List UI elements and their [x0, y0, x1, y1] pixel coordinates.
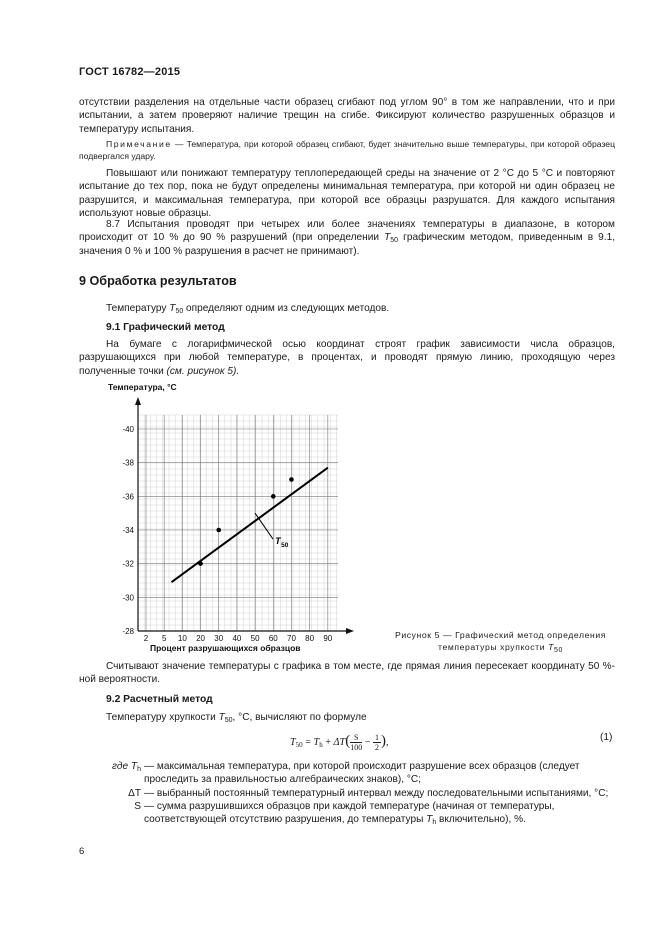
s9-intro-subscript: 50: [175, 308, 184, 315]
x-tick-label: 80: [305, 634, 315, 643]
formula-1: $T_{50} = T_h + \Delta T$( $\frac{S}{100}$ − $\frac{1}{2}$ ),: [290, 733, 389, 753]
definitions: [79, 760, 615, 826]
x-tick-label: 60: [268, 634, 278, 643]
y-tick-label: -30: [122, 593, 134, 603]
definition-s: [79, 800, 615, 827]
caption-symbol: T: [548, 642, 554, 652]
x-tick-label: 20: [196, 634, 205, 643]
s9-intro-symbol: T: [169, 303, 176, 314]
definition-text: — максимальная температура, при которой происходит разрушение всех образцов (следует проследить за правильностью алгебраических знаков), °C;: [144, 761, 580, 786]
p87-symbol: T: [384, 232, 391, 244]
section-9-intro: [79, 302, 615, 315]
x-tick-label: 10: [177, 634, 187, 643]
data-point: [198, 561, 203, 566]
y-tick-labels: [122, 425, 134, 636]
p87-text-a: 8.7 Испытания проводят при четырех или более значениях температуры в диапазоне, в котором происходит от 10 % до 90 % разрушений (при определении: [79, 219, 615, 244]
formula-th: T: [313, 737, 320, 748]
paragraph-8-7: [79, 218, 615, 258]
section-9-1-after-chart: Считывают значение температуры с графика в том месте, где прямая линия пересекает координату 50 %-ной вероятности.: [79, 661, 615, 686]
s92-text-a: Температуру хрупкости: [106, 712, 219, 723]
definition-term: ΔT: [128, 787, 141, 799]
def-subscript: h: [137, 766, 141, 773]
formula-number: (1): [600, 732, 613, 743]
caption-text: Рисунок 5 — Графический метод определения температуры хрупкости: [395, 630, 606, 652]
s91-text-a: На бумаге с логарифмической осью координат строят график зависимости числа образцов, разрушающихся при любой температуре, в процентах, и проводят прямую линию, проходящую через полученные точки: [79, 339, 615, 377]
where-word: где: [112, 761, 131, 772]
paragraph-temperature-steps: Повышают или понижают температуру теплопередающей среды на значение от 2 °C до 5 °C и повторяют испытание до тех пор, пока не будут определены минимальная температура, при которой ни один образец не разрушится, и максимальная температура, при которой все образцы разрушатся. Для каждого испытания используют новые образцы.: [79, 168, 615, 219]
x-tick-labels: [144, 634, 333, 643]
chart-grid: [138, 415, 338, 631]
definition-text: [144, 800, 615, 827]
x-tick-label: 90: [323, 634, 333, 643]
s92-subscript: 50: [224, 717, 233, 724]
x-tick-label: 30: [214, 634, 224, 643]
definition-delta-t: [79, 787, 615, 800]
x-tick-label: 70: [287, 634, 296, 643]
x-tick-label: 40: [232, 634, 242, 643]
half-den: 2: [375, 743, 380, 753]
note-text: — Температура, при которой образец сгибают, будет значительно выше температуры, при которой образец подвергался удару.: [79, 139, 615, 161]
def-symbol: T: [130, 761, 138, 772]
formula-end: ,: [386, 737, 389, 748]
paragraph-bend-test: отсутствии разделения на отдельные части образец сгибают под углом 90° в том же направлении, что и при испытании, а затем проверяют наличие трещин на сгибе. Фиксируют количество разрушенных образцов и температуру испытания.: [79, 97, 615, 135]
y-tick-label: -28: [122, 627, 134, 636]
def-s-text-b: включительно), %.: [436, 814, 526, 826]
data-point: [271, 494, 276, 499]
def-s-subscript: h: [432, 819, 437, 827]
data-point: [216, 528, 221, 533]
y-axis-arrow: [135, 397, 141, 405]
t50-label-sub: 50: [281, 542, 289, 550]
section-9-heading: 9 Обработка результатов: [79, 274, 237, 288]
s9-intro-b: определяют одним из следующих методов.: [183, 303, 390, 314]
y-tick-label: -40: [122, 425, 134, 434]
x-tick-label: 5: [161, 634, 167, 643]
s91-figure-ref: (см. рисунок 5).: [166, 365, 240, 377]
formula-lhs-sub: 50: [295, 741, 303, 749]
data-point: [289, 477, 294, 482]
formula-lhs: T: [290, 737, 296, 748]
section-9-2-text: [79, 711, 615, 724]
caption-subscript: 50: [553, 647, 563, 654]
section-9-1-heading: 9.1 Графический метод: [106, 322, 225, 333]
formula-fraction-s: [350, 733, 362, 752]
formula-delta: ΔT: [333, 737, 346, 748]
y-tick-label: -38: [122, 458, 134, 468]
section-9-2-heading: 9.2 Расчетный метод: [106, 694, 213, 705]
def-s-symbol: T: [426, 814, 433, 826]
y-tick-label: -32: [122, 559, 134, 569]
frac-den: 100: [350, 743, 363, 753]
t50-label: T: [275, 536, 281, 547]
formula-fraction-half: [373, 733, 381, 752]
chart-axes: [135, 397, 354, 634]
definition-term: S: [134, 800, 141, 812]
formula-th-sub: h: [319, 741, 323, 749]
definition-text: — выбранный постоянный температурный интервал между последовательными испытаниями, °C;: [144, 787, 609, 799]
y-tick-label: -36: [122, 492, 134, 502]
note-label: Примечание: [106, 139, 172, 149]
formula-minus: −: [364, 737, 371, 748]
formula-plus: +: [322, 737, 334, 748]
def-s-text-a: — сумма разрушившихся образцов при каждой температуре (начиная от температуры, соответствующей отсутствию разрушения, до температуры: [144, 800, 555, 826]
s92-text-b: , °C, вычисляют по формуле: [232, 712, 367, 723]
s92-symbol: T: [218, 712, 225, 723]
x-tick-label: 50: [250, 634, 260, 643]
page-number: 6: [79, 846, 85, 857]
definition-th: [79, 760, 615, 787]
s9-intro-a: Температуру: [106, 303, 170, 314]
document-header: ГОСТ 16782—2015: [79, 66, 181, 78]
y-axis-label: Температура, °C: [108, 382, 177, 392]
frac-num: S: [350, 733, 362, 743]
p87-text-b: графическим методом, приведенным в 9.1, значения 0 % и 100 % разрушения в расчет не принимают).: [79, 232, 616, 257]
figure-5-chart: [108, 380, 358, 656]
formula-eq: =: [302, 737, 314, 748]
half-num: 1: [375, 733, 380, 743]
p87-subscript: 50: [390, 237, 399, 245]
definition-term: [79, 760, 144, 787]
x-axis-label: Процент разрушающихся образцов: [150, 643, 301, 653]
y-tick-label: -34: [122, 526, 134, 535]
note: [79, 138, 615, 162]
section-9-1-text: [79, 338, 615, 378]
x-tick-label: 2: [143, 634, 149, 643]
x-axis-arrow: [346, 628, 354, 634]
figure-5-caption: [386, 629, 615, 653]
